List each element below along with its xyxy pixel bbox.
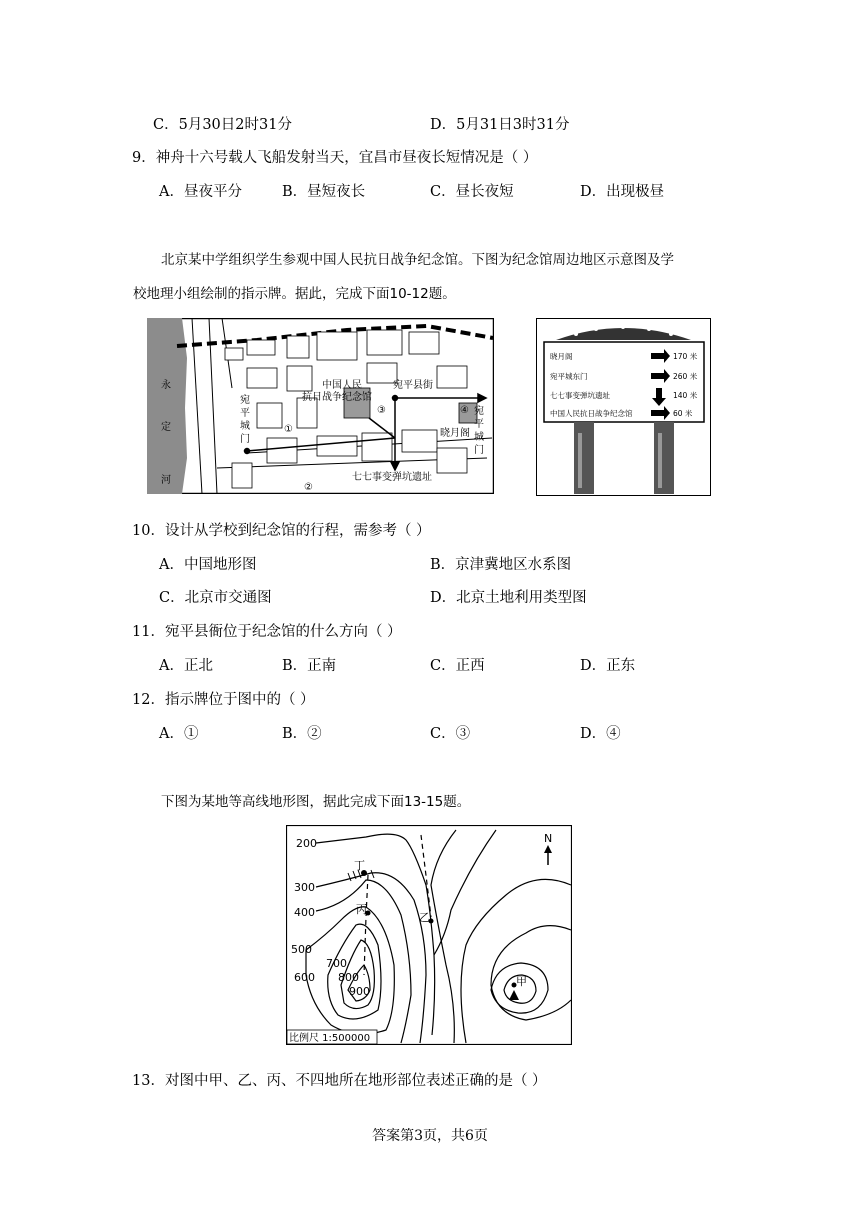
- q10-stem: 10．设计从学校到纪念馆的行程，需参考（ ）: [132, 523, 431, 539]
- river-label-2: 定: [161, 422, 171, 433]
- scale-label: 比例尺 1:500000: [289, 1033, 371, 1044]
- sign-row-2-dist: 260 米: [673, 372, 698, 381]
- intro-paragraph-line1: 北京某中学组织学生参观中国人民抗日战争纪念馆。下图为纪念馆周边地区示意图及学: [161, 252, 674, 268]
- q11-stem: 11．宛平县衙位于纪念馆的什么方向（ ）: [132, 624, 402, 640]
- contour-intro: 下图为某地等高线地形图，据此完成下面13-15题。: [161, 794, 471, 810]
- crater-label: 七七事变弹坑遗址: [352, 472, 432, 483]
- q11-option-b: B．正南: [282, 658, 337, 674]
- q11-option-d: D．正东: [580, 658, 636, 674]
- marker-1: ①: [284, 424, 293, 435]
- q8-option-d: D．5月31日3时31分: [430, 117, 570, 133]
- point-ding: 丁: [354, 859, 365, 872]
- street-label: 宛平县街: [393, 380, 433, 391]
- museum-label-1: 中国人民: [322, 380, 362, 391]
- east-gate-label-3: 城: [474, 432, 484, 443]
- q11-option-a: A．正北: [159, 658, 213, 674]
- q12-option-c: C．③: [430, 726, 471, 742]
- xiaoyue-label: 晓月阁: [440, 428, 470, 439]
- museum-area-map: [147, 318, 494, 494]
- page-footer: 答案第3页，共6页: [372, 1128, 488, 1144]
- contour-label-400: 400: [294, 906, 315, 919]
- west-gate-label-3: 城: [240, 421, 250, 432]
- west-gate-label-4: 门: [240, 434, 250, 445]
- contour-label-700: 700: [326, 957, 347, 970]
- east-gate-label-4: 门: [474, 445, 484, 456]
- east-gate-label-2: 平: [474, 419, 484, 430]
- sign-row-2-name: 宛平城东门: [550, 372, 588, 381]
- q10-option-c: C．北京市交通图: [159, 590, 272, 606]
- contour-label-900: 900: [349, 985, 370, 998]
- contour-map: [286, 825, 572, 1045]
- sign-row-4-dist: 60 米: [673, 409, 693, 418]
- sign-row-1-dist: 170 米: [673, 352, 698, 361]
- marker-3: ③: [377, 405, 386, 416]
- sign-row-3-name: 七七事变弹坑遗址: [550, 391, 610, 400]
- contour-label-500: 500: [291, 943, 312, 956]
- q10-option-a: A．中国地形图: [159, 557, 257, 573]
- contour-label-800: 800: [338, 971, 359, 984]
- contour-label-200: 200: [296, 837, 317, 850]
- q12-stem: 12．指示牌位于图中的（ ）: [132, 692, 315, 708]
- q8-option-c: C．5月30日2时31分: [153, 117, 292, 133]
- river-label-1: 永: [161, 380, 171, 391]
- point-yi: 乙: [419, 911, 430, 924]
- sign-row-4-name: 中国人民抗日战争纪念馆: [550, 409, 633, 418]
- west-gate-label-1: 宛: [240, 395, 250, 406]
- river-label-3: 河: [161, 475, 171, 486]
- north-label: N: [544, 832, 553, 845]
- west-gate-label-2: 平: [240, 408, 250, 419]
- point-jia: 甲: [516, 975, 527, 988]
- marker-2: ②: [304, 482, 313, 493]
- museum-label-2: 抗日战争纪念馆: [302, 392, 372, 403]
- sign-board-figure: [536, 318, 711, 496]
- q9-option-c: C．昼长夜短: [430, 184, 514, 200]
- q13-stem: 13．对图中甲、乙、丙、不四地所在地形部位表述正确的是（ ）: [132, 1073, 547, 1089]
- q9-stem: 9．神舟十六号载人飞船发射当天，宜昌市昼夜长短情况是（ ）: [132, 150, 538, 166]
- q11-option-c: C．正西: [430, 658, 485, 674]
- sign-row-3-dist: 140 米: [673, 391, 698, 400]
- q10-option-b: B．京津冀地区水系图: [430, 557, 572, 573]
- east-gate-label-1: 宛: [474, 406, 484, 417]
- sign-row-1-name: 晓月阁: [550, 352, 573, 361]
- contour-label-300: 300: [294, 881, 315, 894]
- q9-option-a: A．昼夜平分: [159, 184, 242, 200]
- intro-paragraph-line2: 校地理小组绘制的指示牌。据此，完成下面10-12题。: [133, 286, 456, 302]
- q9-option-b: B．昼短夜长: [282, 184, 366, 200]
- q12-option-b: B．②: [282, 726, 322, 742]
- q9-option-d: D．出现极昼: [580, 184, 665, 200]
- q12-option-d: D．④: [580, 726, 621, 742]
- q12-option-a: A．①: [159, 726, 199, 742]
- contour-label-600: 600: [294, 971, 315, 984]
- q10-option-d: D．北京土地利用类型图: [430, 590, 587, 606]
- marker-4: ④: [460, 405, 469, 416]
- point-bing: 丙: [356, 903, 367, 916]
